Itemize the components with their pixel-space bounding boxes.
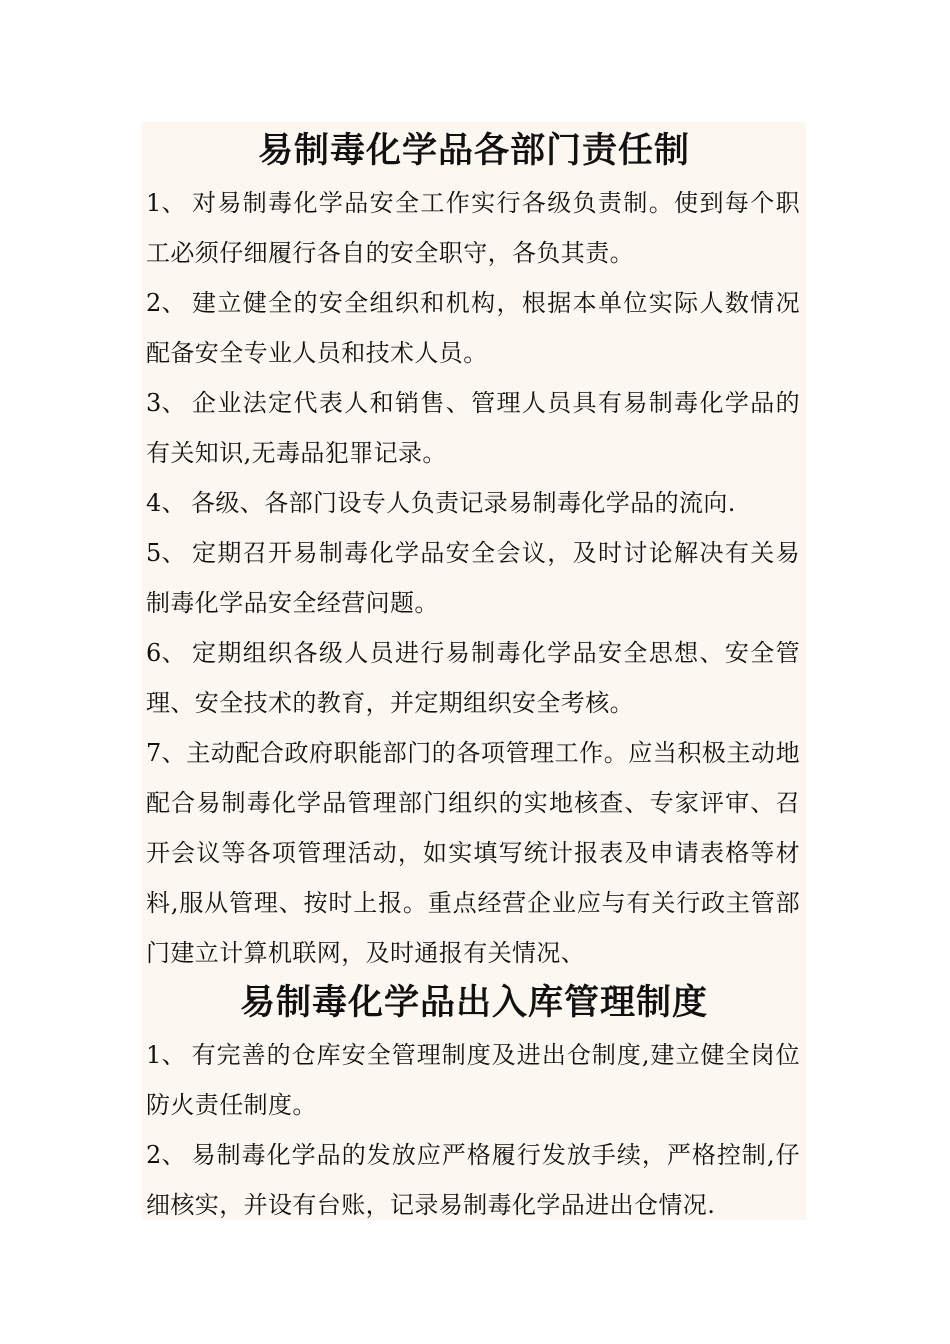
item-text: 建立健全的安全组织和机构，根据本单位实际人数情况配备安全专业人员和技术人员。 (146, 289, 800, 367)
list-item (142, 1030, 806, 1130)
list-item (142, 528, 806, 628)
item-number: 2、 (146, 1141, 187, 1169)
section-title-warehouse: 易制毒化学品出入库管理制度 (239, 983, 708, 1023)
item-number: 7、 (146, 739, 187, 767)
list-item (142, 628, 806, 728)
list-item (142, 1130, 806, 1230)
item-number: 6、 (146, 639, 187, 667)
list-item (142, 278, 806, 378)
item-text: 有完善的仓库安全管理制度及进出仓制度,建立健全岗位防火责任制度。 (146, 1041, 800, 1119)
item-text: 定期组织各级人员进行易制毒化学品安全思想、安全管理、安全技术的教育，并定期组织安全考核。 (146, 639, 800, 717)
item-number: 1、 (146, 1041, 187, 1069)
item-number: 2、 (146, 289, 187, 317)
item-number: 1、 (146, 189, 187, 217)
item-number: 5、 (146, 539, 187, 567)
item-number: 4、 (146, 489, 187, 517)
item-text: 企业法定代表人和销售、管理人员具有易制毒化学品的有关知识,无毒品犯罪记录。 (146, 389, 800, 467)
list-item (142, 728, 806, 978)
document-page (142, 122, 806, 1220)
item-text: 定期召开易制毒化学品安全会议，及时讨论解决有关易制毒化学品安全经营问题。 (146, 539, 800, 617)
item-text: 主动配合政府职能部门的各项管理工作。应当积极主动地配合易制毒化学品管理部门组织的实地核查、专家评审、召开会议等各项管理活动，如实填写统计报表及申请表格等材料,服从管理、按时上报。重点经营企业应与有关行政主管部门建立计算机联网，及时通报有关情况、 (146, 739, 800, 967)
list-item (142, 378, 806, 478)
responsibility-list (142, 178, 806, 978)
item-text: 各级、各部门设专人负责记录易制毒化学品的流向. (191, 489, 736, 517)
list-item (142, 478, 806, 528)
list-item (142, 178, 806, 278)
item-text: 对易制毒化学品安全工作实行各级负责制。使到每个职工必须仔细履行各自的安全职守，各负其责。 (146, 189, 800, 267)
item-number: 3、 (146, 389, 187, 417)
warehouse-list (142, 1030, 806, 1230)
item-text: 易制毒化学品的发放应严格履行发放手续，严格控制,仔细核实，并设有台账，记录易制毒化学品进出仓情况. (146, 1141, 800, 1219)
section-title-responsibility: 易制毒化学品各部门责任制 (257, 131, 690, 171)
